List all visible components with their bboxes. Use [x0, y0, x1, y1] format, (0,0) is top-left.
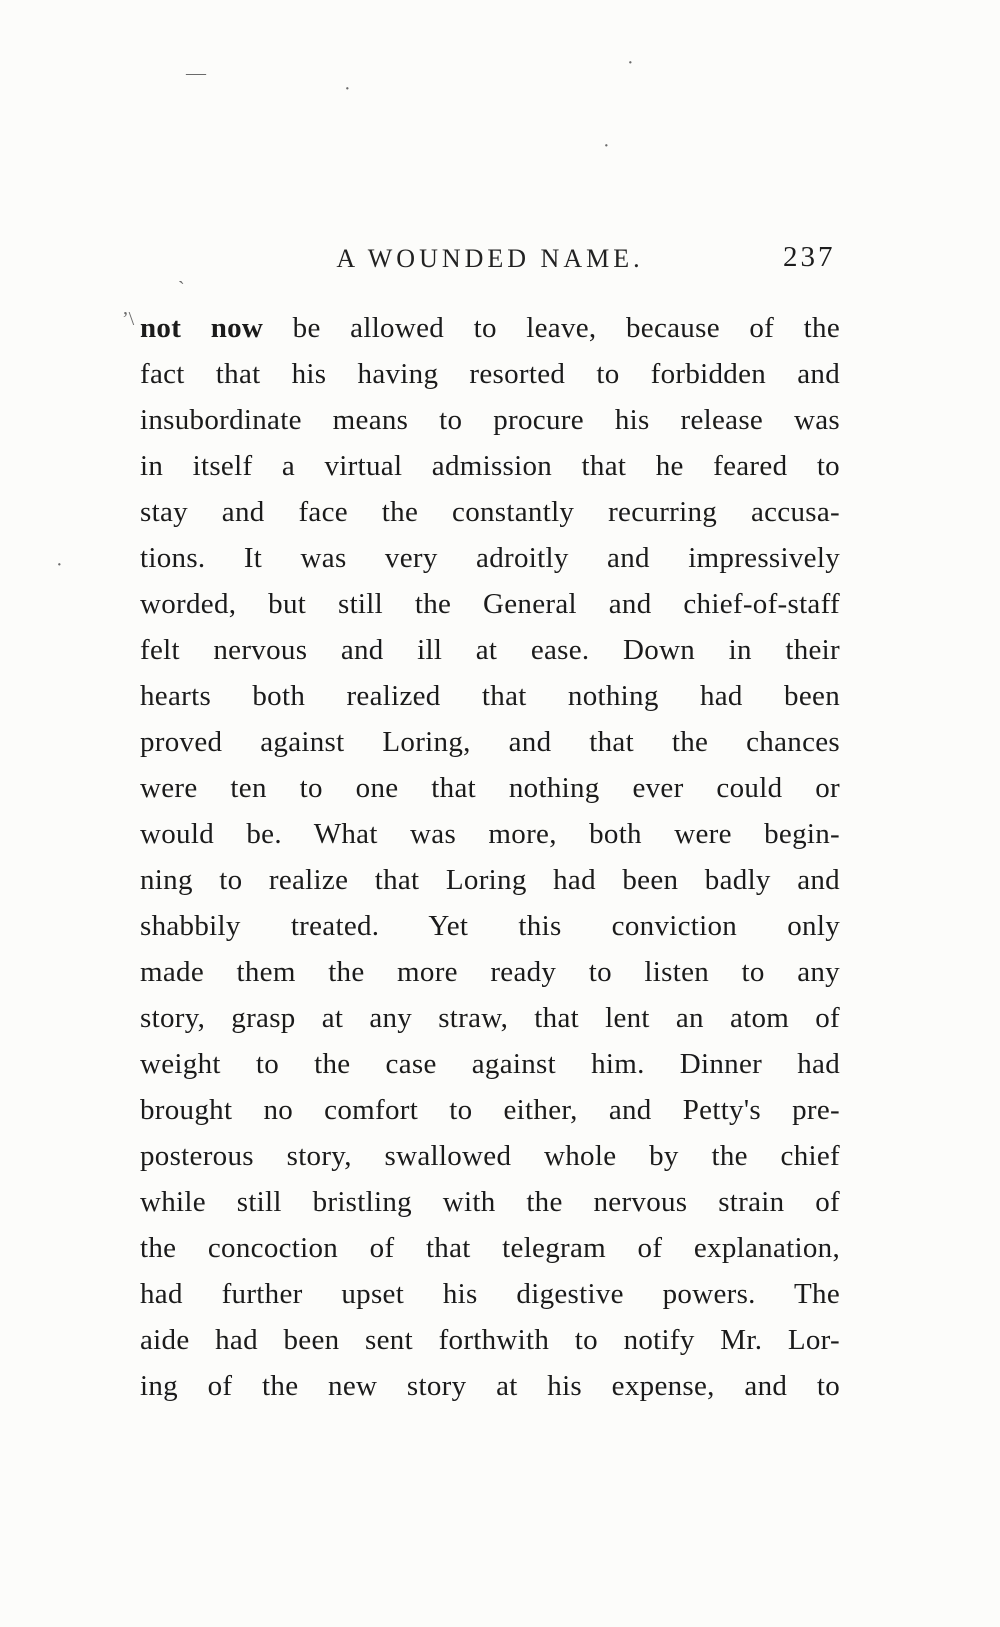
text-line [140, 949, 840, 995]
scan-artifact: · [344, 78, 351, 100]
text-segment: made them the more ready to listen to any [140, 956, 840, 988]
text-line [140, 443, 840, 489]
scan-artifact: — [186, 62, 206, 84]
text-segment: story, grasp at any straw, that lent an atom of [140, 1002, 840, 1034]
text-line [140, 305, 840, 351]
text-segment: felt nervous and ill at ease. Down in their [140, 634, 840, 666]
text-segment: hearts both realized that nothing had been [140, 680, 840, 712]
text-segment: stay and face the constantly recurring accusa- [140, 496, 840, 528]
page-number: 237 [783, 241, 836, 273]
text-line [140, 1041, 840, 1087]
text-segment: ing of the new story at his expense, and to [140, 1370, 840, 1402]
bold-text-segment: not now [140, 312, 264, 344]
text-line [140, 995, 840, 1041]
text-line [140, 535, 840, 581]
text-segment: proved against Loring, and that the chances [140, 726, 840, 758]
text-line [140, 719, 840, 765]
text-segment: shabbily treated. Yet this conviction only [140, 910, 840, 942]
text-line [140, 351, 840, 397]
text-line [140, 1271, 840, 1317]
text-line [140, 1133, 840, 1179]
scan-artifact: · [603, 135, 610, 157]
text-segment: had further upset his digestive powers. The [140, 1278, 840, 1310]
text-line [140, 1179, 840, 1225]
text-segment: insubordinate means to procure his release was [140, 404, 840, 436]
text-line [140, 397, 840, 443]
running-title: A WOUNDED NAME. [336, 244, 644, 273]
scan-artifact: ’\ [122, 308, 135, 330]
scan-artifact: · [627, 52, 634, 74]
text-line [140, 1225, 840, 1271]
text-line [140, 489, 840, 535]
text-segment: fact that his having resorted to forbidden and [140, 358, 840, 390]
text-segment: posterous story, swallowed whole by the chief [140, 1140, 840, 1172]
scan-artifact: ` [178, 278, 185, 300]
text-line [140, 811, 840, 857]
text-segment: be allowed to leave, because of the [263, 312, 840, 344]
text-segment: in itself a virtual admission that he feared to [140, 450, 840, 482]
text-segment: would be. What was more, both were begin- [140, 818, 840, 850]
text-line [140, 765, 840, 811]
text-line [140, 673, 840, 719]
text-segment: ning to realize that Loring had been badly and [140, 864, 840, 896]
text-line [140, 857, 840, 903]
text-segment: brought no comfort to either, and Petty's pre- [140, 1094, 840, 1126]
text-line [140, 627, 840, 673]
body-text [140, 305, 840, 1409]
text-segment: worded, but still the General and chief-of-staff [140, 588, 840, 620]
text-segment: weight to the case against him. Dinner had [140, 1048, 840, 1080]
text-segment: the concoction of that telegram of explanation, [140, 1232, 840, 1264]
text-segment: while still bristling with the nervous strain of [140, 1186, 840, 1218]
text-segment: tions. It was very adroitly and impressively [140, 542, 840, 574]
text-line [140, 1087, 840, 1133]
text-line [140, 903, 840, 949]
text-line [140, 581, 840, 627]
page-header [140, 244, 840, 274]
text-line [140, 1317, 840, 1363]
text-segment: aide had been sent forthwith to notify Mr. Lor- [140, 1324, 840, 1356]
scan-artifact: · [56, 554, 63, 576]
text-segment: were ten to one that nothing ever could or [140, 772, 840, 804]
text-line [140, 1363, 840, 1409]
